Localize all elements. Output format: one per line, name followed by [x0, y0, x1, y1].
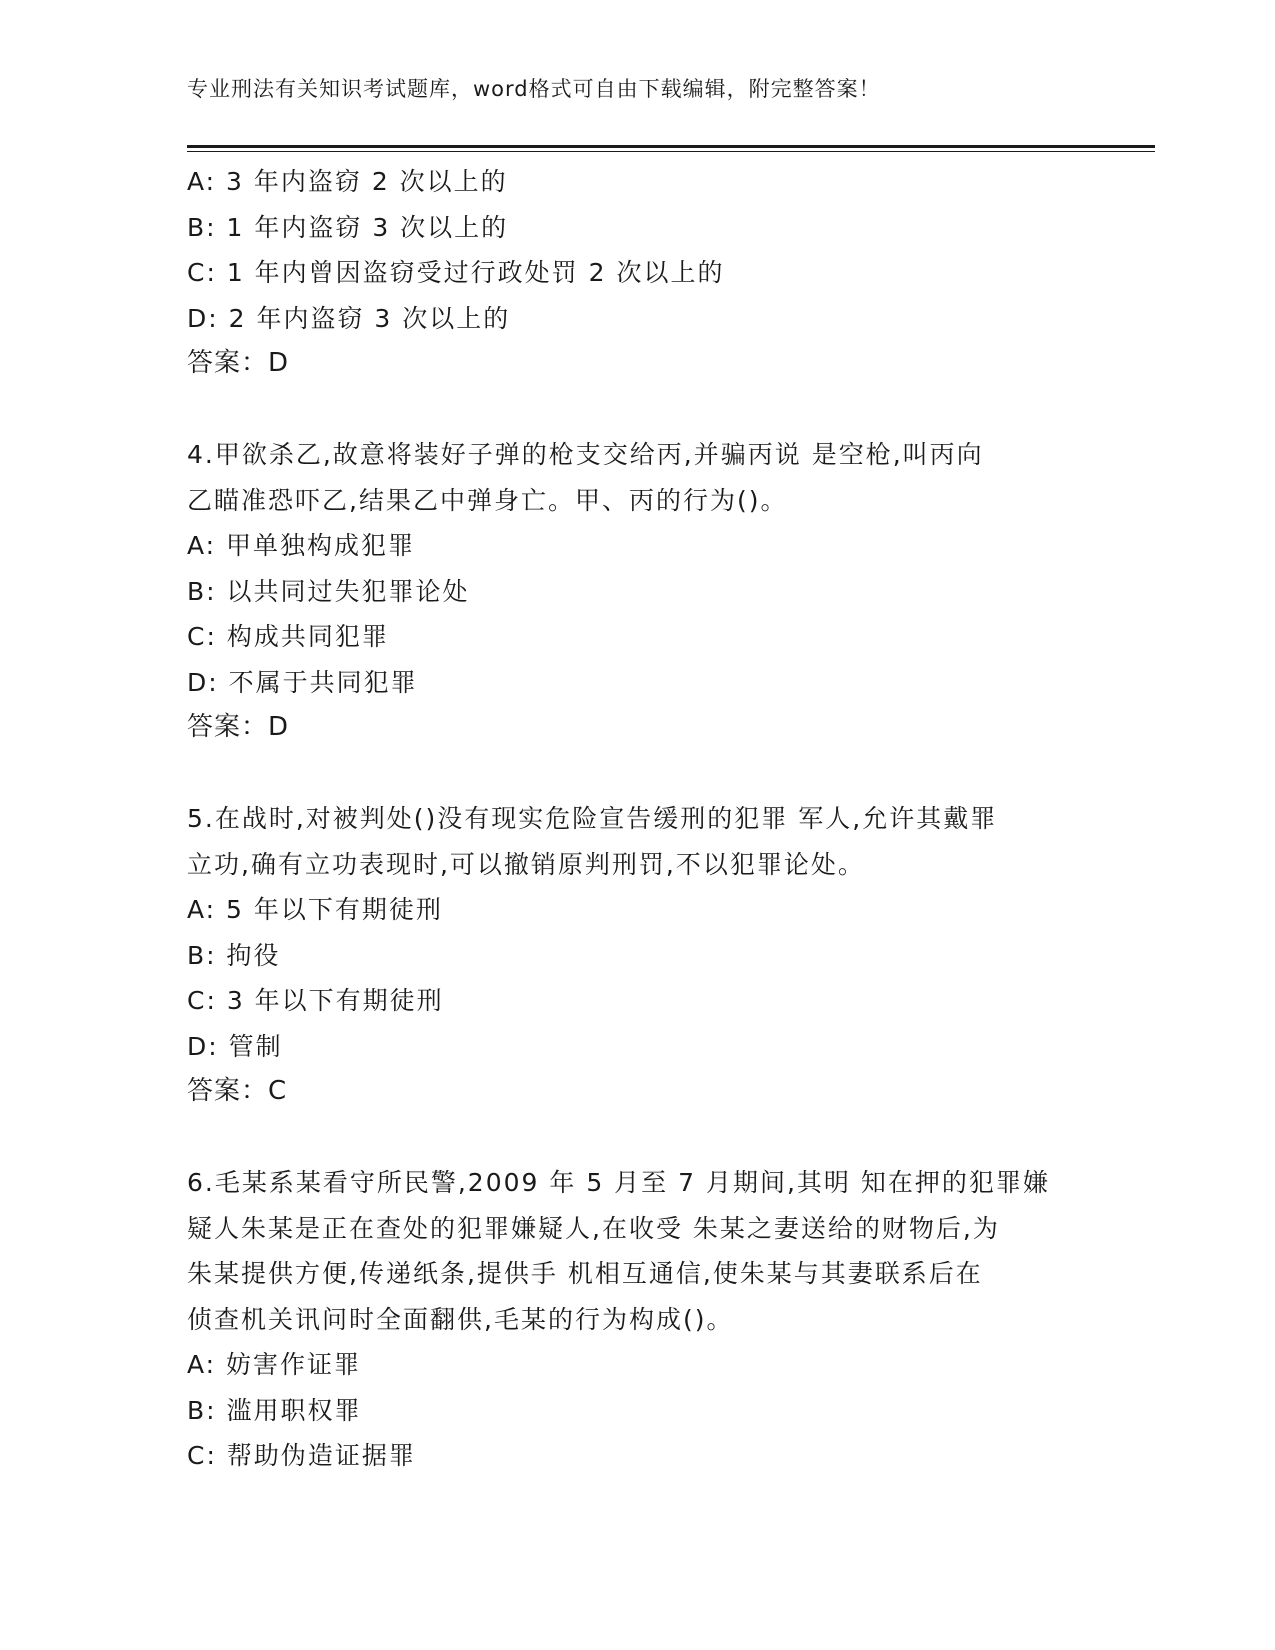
option-b: B: 拘役 — [187, 940, 281, 970]
option-b: B: 1 年内盗窃 3 次以上的 — [187, 212, 509, 242]
option-c: C: 1 年内曾因盗窃受过行政处罚 2 次以上的 — [187, 258, 725, 287]
option-a: A: 3 年内盗窃 2 次以上的 — [187, 167, 508, 196]
question-stem-line: 立功,确有立功表现时,可以撤销原判刑罚,不以犯罪论处。 — [187, 849, 865, 879]
question-4 — [187, 432, 1107, 751]
question-content — [187, 159, 1107, 1479]
spacer — [187, 751, 1107, 797]
option-c: C: 3 年以下有期徒刑 — [187, 986, 444, 1015]
option-c: C: 帮助伪造证据罪 — [187, 1441, 416, 1470]
option-a: A: 甲单独构成犯罪 — [187, 531, 416, 560]
question-stem-line: 侦查机关讯问时全面翻供,毛某的行为构成()。 — [187, 1304, 734, 1334]
answer: 答案：D — [187, 348, 290, 378]
option-b: B: 滥用职权罪 — [187, 1395, 362, 1425]
answer: 答案：C — [187, 1076, 288, 1106]
question-3 — [187, 159, 1107, 387]
question-stem-line: 6.毛某系某看守所民警,2009 年 5 月至 7 月期间,其明 知在押的犯罪嫌 — [187, 1168, 1050, 1197]
header-rule-thin — [187, 151, 1155, 152]
option-a: A: 妨害作证罪 — [187, 1350, 362, 1379]
question-stem-line: 乙瞄准恐吓乙,结果乙中弹身亡。甲、丙的行为()。 — [187, 485, 788, 515]
answer: 答案：D — [187, 712, 290, 742]
page-header: 专业刑法有关知识考试题库，word格式可自由下载编辑，附完整答案！ — [187, 77, 881, 101]
question-stem-line: 4.甲欲杀乙,故意将装好子弹的枪支交给丙,并骗丙说 是空枪,叫丙向 — [187, 440, 984, 469]
option-d: D: 管制 — [187, 1031, 283, 1061]
question-5 — [187, 796, 1107, 1115]
option-a: A: 5 年以下有期徒刑 — [187, 895, 443, 924]
question-stem-line: 朱某提供方便,传递纸条,提供手 机相互通信,使朱某与其妻联系后在 — [187, 1259, 983, 1288]
option-d: D: 2 年内盗窃 3 次以上的 — [187, 303, 511, 333]
header-rule-thick — [187, 145, 1155, 148]
option-c: C: 构成共同犯罪 — [187, 622, 389, 651]
option-d: D: 不属于共同犯罪 — [187, 667, 418, 697]
question-stem-line: 5.在战时,对被判处()没有现实危险宣告缓刑的犯罪 军人,允许其戴罪 — [187, 804, 998, 833]
option-b: B: 以共同过失犯罪论处 — [187, 576, 470, 606]
question-6 — [187, 1160, 1107, 1479]
spacer — [187, 387, 1107, 433]
spacer — [187, 1115, 1107, 1161]
question-stem-line: 疑人朱某是正在查处的犯罪嫌疑人,在收受 朱某之妻送给的财物后,为 — [187, 1213, 1000, 1243]
